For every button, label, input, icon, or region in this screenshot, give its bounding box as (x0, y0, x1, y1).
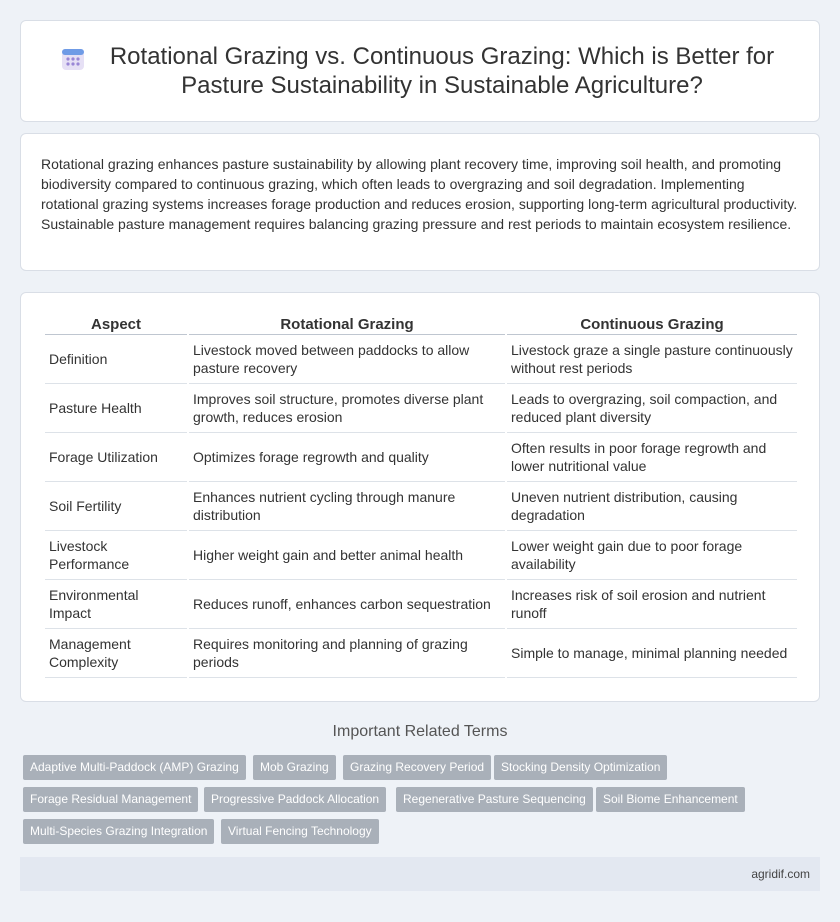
aspect-cell: Soil Fertility (45, 482, 187, 531)
page-title: Rotational Grazing vs. Continuous Grazing: Which is Better for Pasture Sustainability in Sustainable Agriculture? (109, 43, 775, 99)
term-tag[interactable]: Forage Residual Management (23, 787, 198, 812)
continuous-cell: Uneven nutrient distribution, causing degradation (507, 482, 797, 531)
continuous-cell: Often results in poor forage regrowth and lower nutritional value (507, 433, 797, 482)
table-row (45, 482, 797, 531)
rotational-cell: Improves soil structure, promotes diverse plant growth, reduces erosion (189, 384, 505, 433)
table-row (45, 629, 797, 678)
continuous-cell: Livestock graze a single pasture continuously without rest periods (507, 335, 797, 384)
header-aspect: Aspect (45, 313, 187, 335)
rotational-cell: Reduces runoff, enhances carbon sequestration (189, 580, 505, 629)
rotational-cell: Enhances nutrient cycling through manure distribution (189, 482, 505, 531)
table-header-row (45, 313, 797, 335)
rotational-cell: Livestock moved between paddocks to allow pasture recovery (189, 335, 505, 384)
intro-paragraph: Rotational grazing enhances pasture sustainability by allowing plant recovery time, improving soil health, and promoting biodiversity compared to continuous grazing, which often leads to overgrazing and soil degradation. Implementing rotational grazing systems increases forage production and reduces erosion, supporting long-term agricultural productivity. Sustainable pasture management requires balancing grazing pressure and rest periods to maintain ecosystem resilience. (41, 156, 798, 232)
aspect-cell: Definition (45, 335, 187, 384)
header-rotational: Rotational Grazing (189, 313, 505, 335)
aspect-cell: Management Complexity (45, 629, 187, 678)
footer-site-link[interactable]: agridif.com (751, 867, 810, 881)
comparison-table (43, 313, 799, 678)
intro-card (20, 133, 820, 271)
continuous-cell: Leads to overgrazing, soil compaction, and reduced plant diversity (507, 384, 797, 433)
rotational-cell: Higher weight gain and better animal health (189, 531, 505, 580)
header-continuous: Continuous Grazing (507, 313, 797, 335)
term-tag[interactable]: Adaptive Multi-Paddock (AMP) Grazing (23, 755, 246, 780)
footer (20, 857, 820, 891)
table-row (45, 531, 797, 580)
aspect-cell: Pasture Health (45, 384, 187, 433)
term-tag[interactable]: Regenerative Pasture Sequencing (396, 787, 593, 812)
term-tag[interactable]: Mob Grazing (253, 755, 336, 780)
term-tag[interactable]: Virtual Fencing Technology (221, 819, 379, 844)
aspect-cell: Livestock Performance (45, 531, 187, 580)
term-tag[interactable]: Progressive Paddock Allocation (204, 787, 386, 812)
term-tag[interactable]: Soil Biome Enhancement (596, 787, 745, 812)
table-row (45, 384, 797, 433)
term-tag[interactable]: Grazing Recovery Period (343, 755, 491, 780)
table-row (45, 335, 797, 384)
table-row (45, 580, 797, 629)
term-tag[interactable]: Multi-Species Grazing Integration (23, 819, 214, 844)
continuous-cell: Lower weight gain due to poor forage availability (507, 531, 797, 580)
related-terms-heading: Important Related Terms (332, 723, 508, 740)
title-card (20, 20, 820, 122)
table-row (45, 433, 797, 482)
rotational-cell: Optimizes forage regrowth and quality (189, 433, 505, 482)
rotational-cell: Requires monitoring and planning of grazing periods (189, 629, 505, 678)
continuous-cell: Increases risk of soil erosion and nutrient runoff (507, 580, 797, 629)
aspect-cell: Forage Utilization (45, 433, 187, 482)
aspect-cell: Environmental Impact (45, 580, 187, 629)
term-tag[interactable]: Stocking Density Optimization (494, 755, 667, 780)
grid-calendar-icon (60, 46, 86, 72)
comparison-card (20, 292, 820, 702)
continuous-cell: Simple to manage, minimal planning needed (507, 629, 797, 678)
